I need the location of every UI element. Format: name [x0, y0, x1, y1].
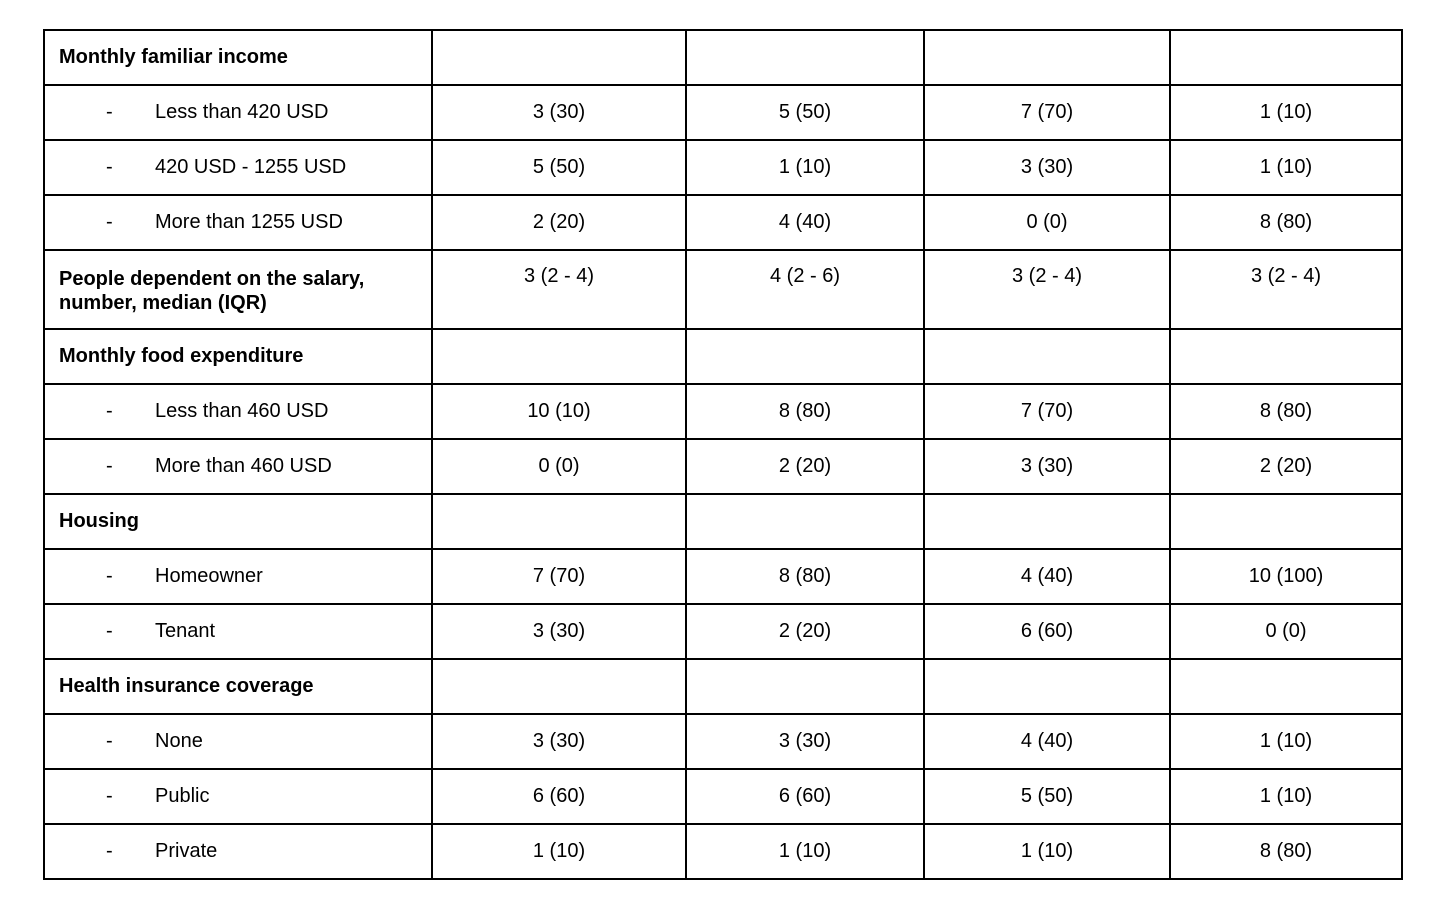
value-cell [686, 494, 924, 549]
value-cell: 3 (30) [924, 140, 1170, 195]
section-heading: Monthly familiar income [44, 30, 432, 85]
row-label: Homeowner [155, 565, 263, 587]
row-label: Private [155, 840, 218, 862]
value-cell [1170, 494, 1402, 549]
value-cell: 3 (30) [686, 714, 924, 769]
row-label-cell: - 420 USD - 1255 USD [44, 140, 432, 195]
value-cell [924, 494, 1170, 549]
row-label: Public [155, 785, 210, 807]
section-heading: Monthly food expenditure [44, 329, 432, 384]
value-cell: 1 (10) [1170, 85, 1402, 140]
row-label-cell: - More than 460 USD [44, 439, 432, 494]
value-cell [686, 30, 924, 85]
table-row [44, 714, 1402, 769]
row-label-cell: - Less than 460 USD [44, 384, 432, 439]
value-cell [432, 30, 686, 85]
value-cell: 2 (20) [432, 195, 686, 250]
value-cell: 1 (10) [686, 140, 924, 195]
value-cell: 8 (80) [1170, 384, 1402, 439]
value-cell: 10 (100) [1170, 549, 1402, 604]
row-label: More than 460 USD [155, 455, 332, 477]
value-cell: 7 (70) [924, 85, 1170, 140]
table-row [44, 659, 1402, 714]
row-label-cell: - Homeowner [44, 549, 432, 604]
row-label-cell: - Less than 420 USD [44, 85, 432, 140]
value-cell [924, 30, 1170, 85]
row-label-cell: - Public [44, 769, 432, 824]
row-label: Less than 420 USD [155, 101, 329, 123]
value-cell: 5 (50) [686, 85, 924, 140]
value-cell: 1 (10) [1170, 140, 1402, 195]
value-cell: 8 (80) [1170, 824, 1402, 879]
table-row [44, 140, 1402, 195]
table-row [44, 195, 1402, 250]
value-cell: 8 (80) [1170, 195, 1402, 250]
section-heading: Health insurance coverage [44, 659, 432, 714]
row-label-cell: - More than 1255 USD [44, 195, 432, 250]
value-cell: 3 (30) [924, 439, 1170, 494]
value-cell: 6 (60) [686, 769, 924, 824]
value-cell: 10 (10) [432, 384, 686, 439]
value-cell [686, 329, 924, 384]
value-cell: 2 (20) [686, 604, 924, 659]
table-row [44, 824, 1402, 879]
value-cell: 2 (20) [1170, 439, 1402, 494]
value-cell: 3 (30) [432, 85, 686, 140]
value-cell: 8 (80) [686, 384, 924, 439]
table-row [44, 384, 1402, 439]
value-cell: 7 (70) [924, 384, 1170, 439]
value-cell: 3 (2 - 4) [1170, 250, 1402, 329]
row-label: Tenant [155, 620, 216, 642]
table-row [44, 30, 1402, 85]
value-cell: 3 (30) [432, 604, 686, 659]
value-cell [924, 329, 1170, 384]
value-cell: 6 (60) [924, 604, 1170, 659]
value-cell: 3 (30) [432, 714, 686, 769]
value-cell: 1 (10) [924, 824, 1170, 879]
value-cell [1170, 329, 1402, 384]
value-cell: 1 (10) [686, 824, 924, 879]
value-cell: 5 (50) [924, 769, 1170, 824]
row-label: More than 1255 USD [155, 211, 343, 233]
value-cell: 1 (10) [1170, 714, 1402, 769]
value-cell: 3 (2 - 4) [432, 250, 686, 329]
table-row [44, 604, 1402, 659]
value-cell: 4 (40) [924, 714, 1170, 769]
table-row [44, 439, 1402, 494]
value-cell: 6 (60) [432, 769, 686, 824]
value-cell [1170, 659, 1402, 714]
row-label-cell: - Tenant [44, 604, 432, 659]
section-heading: People dependent on the salary, number, median (IQR) [44, 250, 432, 329]
value-cell: 7 (70) [432, 549, 686, 604]
value-cell: 0 (0) [924, 195, 1170, 250]
section-heading: Housing [44, 494, 432, 549]
value-cell: 0 (0) [432, 439, 686, 494]
value-cell: 4 (40) [686, 195, 924, 250]
row-label-cell: - None [44, 714, 432, 769]
value-cell: 4 (2 - 6) [686, 250, 924, 329]
row-label: None [155, 730, 203, 752]
data-table [43, 29, 1403, 880]
value-cell: 3 (2 - 4) [924, 250, 1170, 329]
table-row [44, 85, 1402, 140]
table-row [44, 494, 1402, 549]
value-cell: 5 (50) [432, 140, 686, 195]
row-label: Less than 460 USD [155, 400, 329, 422]
table-body [44, 30, 1402, 879]
value-cell: 1 (10) [432, 824, 686, 879]
value-cell [432, 659, 686, 714]
table-row [44, 549, 1402, 604]
row-label-cell: - Private [44, 824, 432, 879]
value-cell: 0 (0) [1170, 604, 1402, 659]
row-label: 420 USD - 1255 USD [155, 156, 347, 178]
value-cell [924, 659, 1170, 714]
table-row [44, 250, 1402, 329]
value-cell: 4 (40) [924, 549, 1170, 604]
value-cell: 1 (10) [1170, 769, 1402, 824]
value-cell: 2 (20) [686, 439, 924, 494]
table-row [44, 769, 1402, 824]
value-cell [686, 659, 924, 714]
value-cell [432, 329, 686, 384]
table-row [44, 329, 1402, 384]
value-cell [1170, 30, 1402, 85]
value-cell: 8 (80) [686, 549, 924, 604]
value-cell [432, 494, 686, 549]
